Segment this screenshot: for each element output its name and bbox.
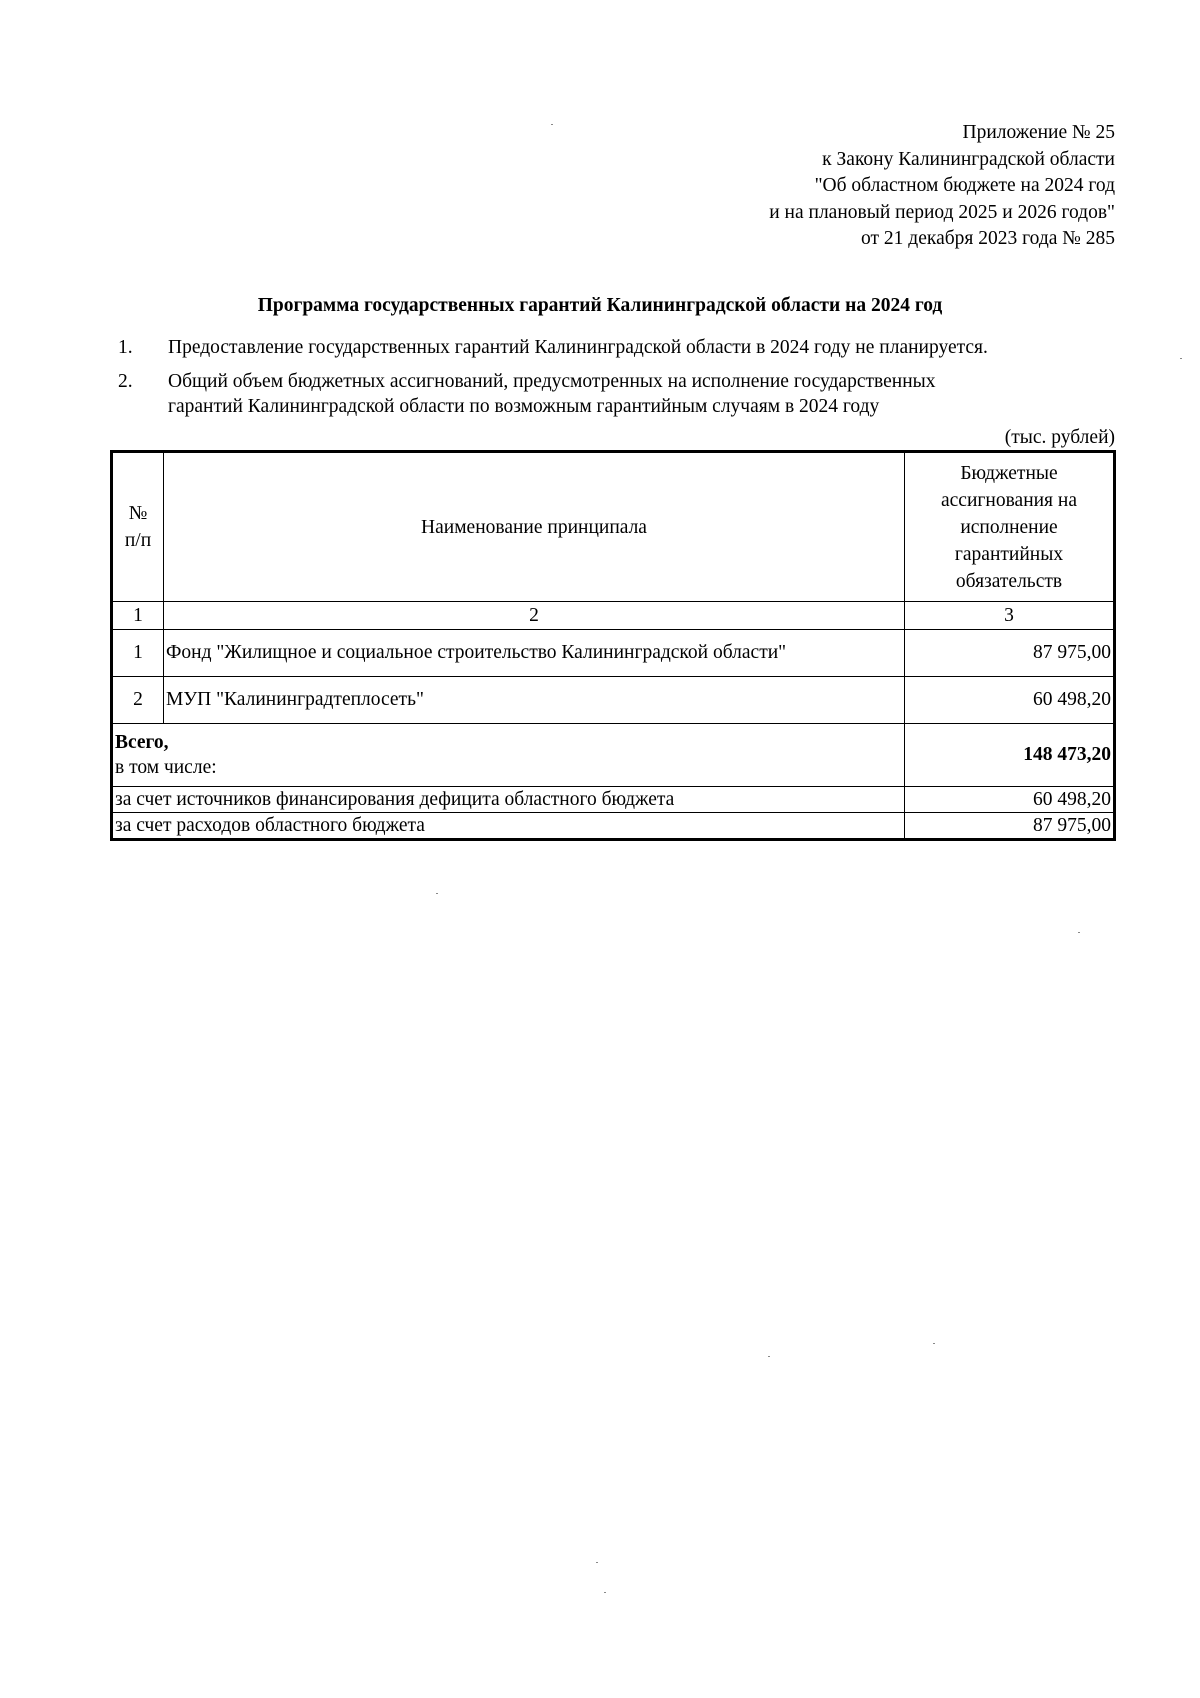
header-allocation [905, 452, 1115, 602]
column-index: 2 [164, 602, 905, 630]
breakdown-value: 87 975,00 [905, 813, 1115, 840]
paragraph-number: 1. [118, 337, 133, 358]
paragraph-number: 2. [118, 371, 133, 392]
row-number: 1 [112, 630, 164, 677]
appendix-line: и на плановый период 2025 и 2026 годов" [769, 201, 1115, 223]
header-allocation-line: исполнение [960, 516, 1058, 538]
total-label: Всего, [115, 732, 169, 753]
scan-speck [1180, 358, 1182, 359]
column-index-row [112, 602, 1115, 630]
scan-speck [604, 1592, 606, 1593]
guarantees-table [110, 450, 1116, 841]
table-row [112, 630, 1115, 677]
total-row [112, 724, 1115, 787]
breakdown-row [112, 813, 1115, 840]
paragraph-text: гарантий Калининградской области по возможным гарантийным случаям в 2024 году [168, 396, 880, 417]
scan-speck [596, 1562, 598, 1563]
scan-speck [768, 1356, 770, 1357]
row-principal-name: МУП "Калининградтеплосеть" [164, 677, 905, 724]
paragraph-text: Общий объем бюджетных ассигнований, предусмотренных на исполнение государственных [168, 371, 936, 392]
scan-speck [436, 893, 438, 894]
column-index: 1 [112, 602, 164, 630]
scan-speck [933, 1343, 935, 1344]
total-sublabel: в том числе: [115, 757, 217, 778]
row-number: 2 [112, 677, 164, 724]
scan-speck [551, 124, 553, 125]
breakdown-row [112, 787, 1115, 813]
breakdown-value: 60 498,20 [905, 787, 1115, 813]
header-allocation-line: гарантийных [954, 543, 1064, 565]
appendix-header [769, 120, 1115, 253]
header-number [112, 452, 164, 602]
appendix-line: от 21 декабря 2023 года № 285 [861, 228, 1115, 249]
total-label-cell [112, 724, 905, 787]
document-title: Программа государственных гарантий Калининградской области на 2024 год [257, 295, 943, 316]
header-allocation-line: ассигнования на [941, 489, 1077, 511]
breakdown-label: за счет расходов областного бюджета [112, 813, 905, 840]
row-value: 87 975,00 [905, 630, 1115, 677]
appendix-line: к Закону Калининградской области [822, 148, 1115, 170]
units-label: (тыс. рублей) [1004, 427, 1115, 448]
table-row [112, 677, 1115, 724]
appendix-line: "Об областном бюджете на 2024 год [814, 175, 1115, 196]
row-value: 60 498,20 [905, 677, 1115, 724]
appendix-line: Приложение № 25 [962, 122, 1115, 143]
breakdown-label: за счет источников финансирования дефицита областного бюджета [112, 787, 905, 813]
total-value: 148 473,20 [905, 724, 1115, 787]
header-number-line: № [128, 503, 148, 524]
header-name: Наименование принципала [164, 452, 905, 602]
paragraph-text: Предоставление государственных гарантий Калининградской области в 2024 году не планируется. [168, 337, 988, 358]
header-allocation-line: Бюджетные [960, 462, 1058, 484]
header-allocation-line: обязательств [955, 570, 1063, 592]
header-number-line: п/п [124, 530, 152, 551]
row-principal-name: Фонд "Жилищное и социальное строительство Калининградской области" [164, 630, 905, 677]
scan-speck [1078, 932, 1080, 933]
table-header-row [112, 452, 1115, 602]
column-index: 3 [905, 602, 1115, 630]
